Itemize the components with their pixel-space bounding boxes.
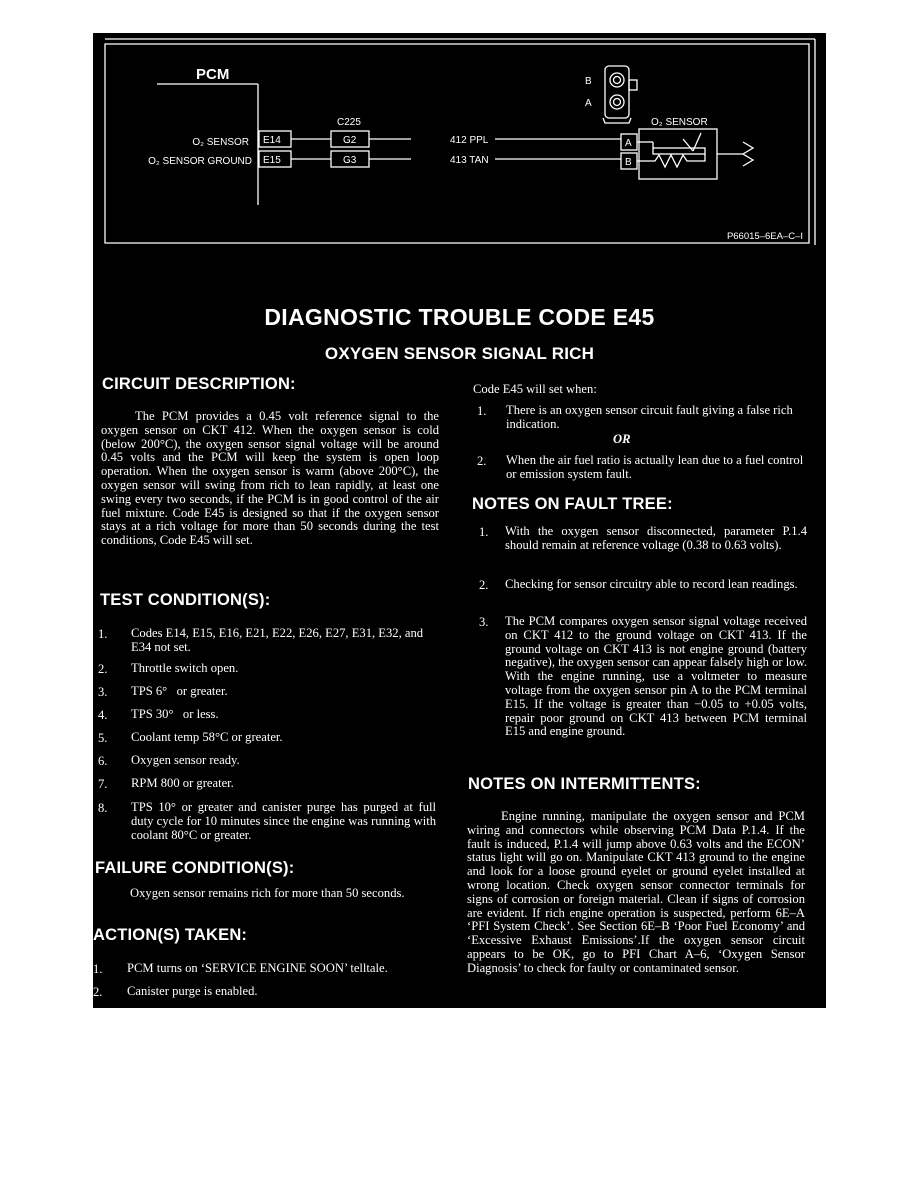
wire-413-label: 413 TAN (450, 155, 489, 166)
notes-fault-tree-heading: NOTES ON FAULT TREE: (472, 495, 673, 513)
pcm-o2-ground-label: O₂ SENSOR GROUND (148, 156, 252, 167)
page-subtitle: OXYGEN SENSOR SIGNAL RICH (324, 344, 595, 363)
list-item: With the oxygen sensor disconnected, parameter P.1.4 should remain at reference voltage (0.38 to 0.63 volts). (505, 524, 807, 552)
list-item-number: 2. (93, 985, 103, 999)
sensor-pin-b: B (625, 157, 632, 168)
list-item: Checking for sensor circuitry able to record lean readings. (505, 577, 798, 591)
sensor-pin-a: A (625, 138, 632, 149)
test-conditions-heading: TEST CONDITION(S): (100, 591, 271, 609)
page-title: DIAGNOSTIC TROUBLE CODE E45 (264, 304, 655, 330)
figure-id: P66015–6EA–C–I (726, 231, 803, 242)
sensor-label: O₂ SENSOR (651, 117, 708, 128)
list-item-number: 3. (479, 615, 489, 629)
list-item: Canister purge is enabled. (127, 984, 258, 998)
list-item: The PCM compares oxygen sensor signal voltage received on CKT 412 to the ground voltage on CKT 413. If the ground voltage on CKT 413 is not engine ground (battery negative), the oxygen sensor can appear falsely high or low. With the engine running, use a voltmeter to measure voltage from the oxygen sensor pin A to the PCM terminal E15. If the voltage is greater than −0.05 to +0.05 volts, repair poor ground on CKT 413 between PCM terminal E15 and engine ground. (505, 614, 807, 739)
wire-412-label: 412 PPL (450, 135, 489, 146)
or-label: OR (613, 432, 631, 446)
pin-e15: E15 (263, 155, 281, 166)
list-item-number: 8. (98, 801, 108, 815)
list-item: TPS 10° or greater and canister purge has purged at full duty cycle for 10 minutes since the engine was running with coolant 80°C or greater. (131, 800, 436, 842)
list-item: Coolant temp 58°C or greater. (131, 730, 283, 744)
list-item: TPS 6° or greater. (131, 684, 228, 698)
code-set-intro: Code E45 will set when: (473, 382, 597, 396)
list-item-number: 1. (98, 627, 108, 641)
list-item: TPS 30° or less. (131, 707, 219, 721)
list-item-number: 4. (98, 708, 108, 722)
list-item: When the air fuel ratio is actually lean due to a fuel control or emission system fault. (506, 453, 804, 481)
list-item-number: 1. (477, 404, 487, 418)
wiring-diagram (93, 33, 826, 258)
list-item-number: 1. (479, 525, 489, 539)
list-item-number: 2. (98, 662, 108, 676)
list-item-number: 2. (479, 578, 489, 592)
list-item: Codes E14, E15, E16, E21, E22, E26, E27, E31, E32, and E34 not set. (131, 626, 424, 654)
connector-label: C225 (337, 117, 361, 128)
list-item-number: 6. (98, 754, 108, 768)
circuit-description-heading: CIRCUIT DESCRIPTION: (102, 375, 296, 393)
list-item: There is an oxygen sensor circuit fault giving a false rich indication. (506, 403, 793, 431)
list-item-number: 1. (93, 962, 103, 976)
list-item-number: 3. (98, 685, 108, 699)
list-item: RPM 800 or greater. (131, 776, 234, 790)
list-item-number: 7. (98, 777, 108, 791)
list-item: Oxygen sensor ready. (131, 753, 240, 767)
failure-conditions-text: Oxygen sensor remains rich for more than 50 seconds. (130, 886, 405, 900)
list-item-number: 2. (477, 454, 487, 468)
notes-intermittents-heading: NOTES ON INTERMITTENTS: (468, 775, 701, 793)
pin-e14: E14 (263, 135, 281, 146)
pin-g3: G3 (343, 155, 357, 166)
plug-label-b: B (585, 76, 592, 87)
pin-g2: G2 (343, 135, 357, 146)
list-item-number: 5. (98, 731, 108, 745)
document-page (93, 33, 826, 1008)
list-item: PCM turns on ‘SERVICE ENGINE SOON’ telltale. (127, 961, 388, 975)
circuit-description-text: The PCM provides a 0.45 volt reference signal to the oxygen sensor on CKT 412. When the oxygen sensor is cold (below 200°C), the oxygen sensor signal voltage will be around 0.45 volts and the PCM will keep the system is open loop operation. When the oxygen sensor is warm (above 200°C), the oxygen sensor will swing from rich to lean rapidly, at least one swing every two seconds, if the PCM is in good control of the air fuel mixture. Code E45 is designed so that if the oxygen sensor stays at a rich voltage for more than 50 seconds during the test conditions, Code E45 will set. (101, 409, 439, 548)
pcm-o2-sensor-label: O₂ SENSOR (192, 137, 249, 148)
plug-label-a: A (585, 98, 592, 109)
list-item: Throttle switch open. (131, 661, 239, 675)
actions-taken-heading: ACTION(S) TAKEN: (93, 926, 248, 944)
pcm-label: PCM (196, 66, 230, 83)
notes-intermittents-text: Engine running, manipulate the oxygen sensor and PCM wiring and connectors while observing PCM Data P.1.4. If the fault is induced, P.1.4 will jump above 0.63 volts and the ECON’ status light will go on. Manipulate CKT 413 ground to the engine and look for a loose ground eyelet or ground eyelet installed at wrong location. Check oxygen sensor connector terminals for signs of corrosion or foreign material. Clean if signs of corrosion are evident. If rich engine operation is suspected, perform 6E–A ‘PFI System Check’. See Section 6E–B ‘Poor Fuel Economy’ and ‘Excessive Exhaust Emissions’.If the oxygen sensor circuit appears to be OK, go to PFI Chart A–6, ‘Oxygen Sensor Diagnosis’ to check for faulty or contaminated sensor. (467, 809, 805, 975)
failure-conditions-heading: FAILURE CONDITION(S): (95, 859, 295, 877)
